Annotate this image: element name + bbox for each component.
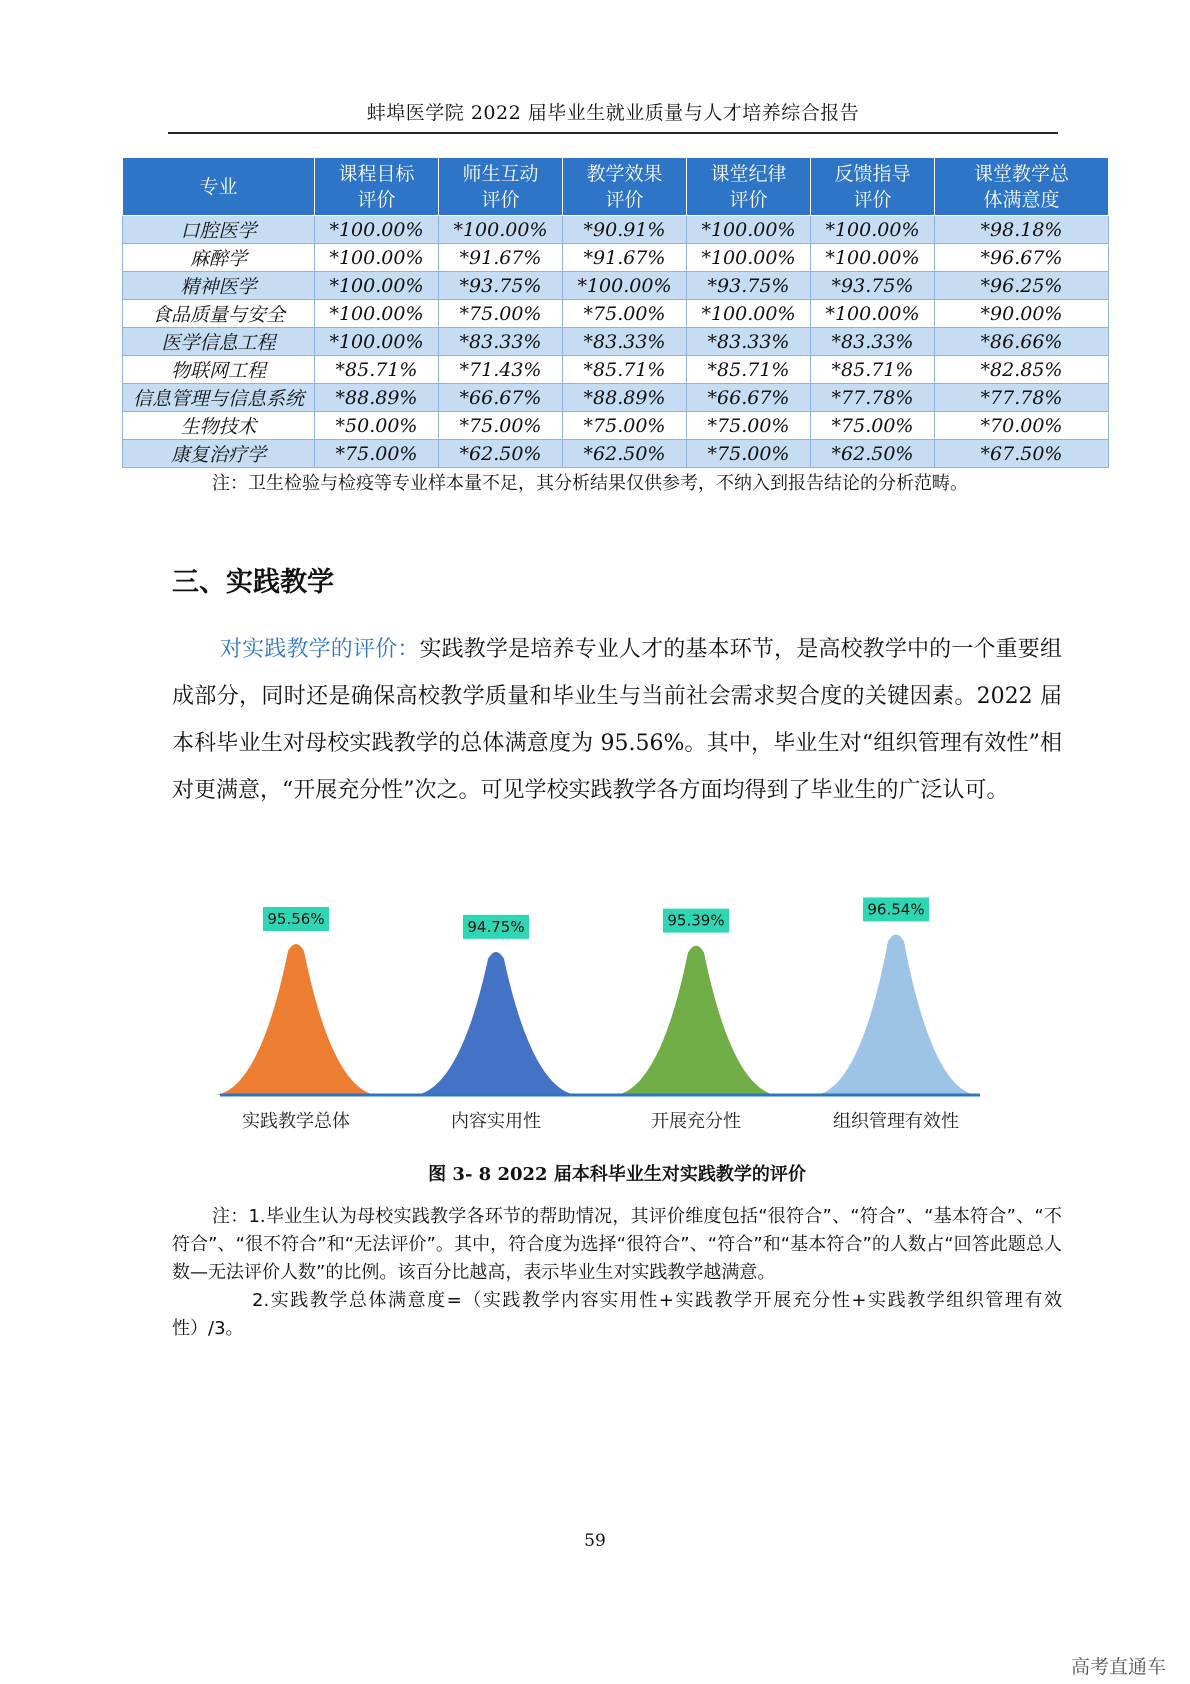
table-cell: *75.00% xyxy=(563,300,687,328)
table-cell: *75.00% xyxy=(439,300,563,328)
table-row xyxy=(123,328,1109,356)
figure-note-1: 注：1.毕业生认为母校实践教学各环节的帮助情况，其评价维度包括“很符合”、“符合”、“基本符合”、“不符合”、“很不符合”和“无法评价”。其中，符合度为选择“很符合”、“符合”和“基本符合”的人数占“回答此题总人数—无法评价人数”的比例。该百分比越高，表示毕业生对实践教学越满意。 xyxy=(172,1206,1062,1283)
table-cell: *66.67% xyxy=(439,384,563,412)
table-cell: *86.66% xyxy=(935,328,1109,356)
table-cell: *75.00% xyxy=(687,440,811,468)
table-cell: *100.00% xyxy=(811,216,935,244)
data-label: 95.39% xyxy=(667,911,725,930)
col-header-overall: 课堂教学总 体满意度 xyxy=(935,158,1109,216)
table-cell: *88.89% xyxy=(563,384,687,412)
cell-major: 口腔医学 xyxy=(123,216,315,244)
cell-major: 生物技术 xyxy=(123,412,315,440)
cell-major: 物联网工程 xyxy=(123,356,315,384)
figure-note-2: 2.实践教学总体满意度=（实践教学内容实用性+实践教学开展充分性+实践教学组织管理有效性）/3。 xyxy=(172,1290,1062,1339)
cell-major: 康复治疗学 xyxy=(123,440,315,468)
table-cell: *75.00% xyxy=(439,412,563,440)
chart-peak xyxy=(416,952,576,1095)
paragraph-body: 实践教学是培养专业人才的基本环节，是高校教学中的一个重要组成部分，同时还是确保高校教学质量和毕业生与当前社会需求契合度的关键因素。2022 届本科毕业生对母校实践教学的总体满意度为 95.56%。其中，毕业生对“组织管理有效性”相对更满意，“开展充分性”次之。可见学校实践教学各方面均得到了毕业生的广泛认可。 xyxy=(172,637,1062,803)
table-cell: *100.00% xyxy=(687,216,811,244)
practice-teaching-chart xyxy=(200,880,1000,1150)
table-cell: *83.33% xyxy=(811,328,935,356)
table-cell: *85.71% xyxy=(315,356,439,384)
table-cell: *100.00% xyxy=(315,328,439,356)
figure-notes xyxy=(172,1203,1062,1343)
col-header-feedback: 反馈指导 评价 xyxy=(811,158,935,216)
table-cell: *93.75% xyxy=(811,272,935,300)
table-cell: *90.91% xyxy=(563,216,687,244)
table-cell: *77.78% xyxy=(811,384,935,412)
table-cell: *75.00% xyxy=(315,440,439,468)
table-cell: *91.67% xyxy=(439,244,563,272)
col-header-discipline: 课堂纪律 评价 xyxy=(687,158,811,216)
table-cell: *82.85% xyxy=(935,356,1109,384)
cell-major: 精神医学 xyxy=(123,272,315,300)
table-cell: *93.75% xyxy=(439,272,563,300)
table-cell: *85.71% xyxy=(563,356,687,384)
table-cell: *88.89% xyxy=(315,384,439,412)
table-row xyxy=(123,216,1109,244)
table-cell: *100.00% xyxy=(811,300,935,328)
chart-peak xyxy=(216,944,376,1095)
figure-caption: 图 3- 8 2022 届本科毕业生对实践教学的评价 xyxy=(428,1164,806,1185)
table-cell: *83.33% xyxy=(687,328,811,356)
table-note: 注：卫生检验与检疫等专业样本量不足，其分析结果仅供参考，不纳入到报告结论的分析范畴。 xyxy=(212,473,968,494)
section-title: 三、实践教学 xyxy=(172,567,334,598)
data-label: 94.75% xyxy=(467,917,525,936)
col-header-major: 专业 xyxy=(123,158,315,216)
table-cell: *100.00% xyxy=(687,300,811,328)
satisfaction-table xyxy=(122,157,1109,468)
table-cell: *62.50% xyxy=(563,440,687,468)
table-cell: *100.00% xyxy=(315,216,439,244)
table-cell: *83.33% xyxy=(439,328,563,356)
page-header: 蚌埠医学院 2022 届毕业生就业质量与人才培养综合报告 xyxy=(366,102,860,124)
table-row xyxy=(123,356,1109,384)
category-label: 实践教学总体 xyxy=(242,1111,350,1132)
table-row xyxy=(123,384,1109,412)
table-cell: *70.00% xyxy=(935,412,1109,440)
table-cell: *100.00% xyxy=(315,244,439,272)
chart-peak xyxy=(616,946,776,1095)
table-cell: *100.00% xyxy=(811,244,935,272)
table-cell: *50.00% xyxy=(315,412,439,440)
cell-major: 麻醉学 xyxy=(123,244,315,272)
page-number: 59 xyxy=(584,1531,606,1551)
table-cell: *66.67% xyxy=(687,384,811,412)
table-cell: *100.00% xyxy=(315,300,439,328)
table-cell: *100.00% xyxy=(687,244,811,272)
data-label: 95.56% xyxy=(267,909,325,928)
category-label: 组织管理有效性 xyxy=(833,1111,959,1132)
table-cell: *62.50% xyxy=(811,440,935,468)
table-cell: *85.71% xyxy=(687,356,811,384)
table-cell: *100.00% xyxy=(315,272,439,300)
chart-peak xyxy=(816,934,976,1095)
col-header-interaction: 师生互动 评价 xyxy=(439,158,563,216)
cell-major: 医学信息工程 xyxy=(123,328,315,356)
table-cell: *62.50% xyxy=(439,440,563,468)
table-cell: *75.00% xyxy=(687,412,811,440)
header-rule xyxy=(168,132,1058,134)
table-cell: *93.75% xyxy=(687,272,811,300)
table-cell: *100.00% xyxy=(439,216,563,244)
table-cell: *98.18% xyxy=(935,216,1109,244)
table-row xyxy=(123,412,1109,440)
table-cell: *71.43% xyxy=(439,356,563,384)
table-row xyxy=(123,272,1109,300)
table-cell: *75.00% xyxy=(811,412,935,440)
table-cell: *67.50% xyxy=(935,440,1109,468)
table-cell: *75.00% xyxy=(563,412,687,440)
data-label: 96.54% xyxy=(867,900,925,919)
table-cell: *96.25% xyxy=(935,272,1109,300)
cell-major: 食品质量与安全 xyxy=(123,300,315,328)
table-cell: *96.67% xyxy=(935,244,1109,272)
table-header-row xyxy=(123,158,1109,216)
paragraph-lead: 对实践教学的评价： xyxy=(220,637,420,662)
col-header-course-goal: 课程目标 评价 xyxy=(315,158,439,216)
table-row xyxy=(123,244,1109,272)
section-paragraph xyxy=(172,626,1062,814)
table-cell: *85.71% xyxy=(811,356,935,384)
table-cell: *83.33% xyxy=(563,328,687,356)
category-label: 内容实用性 xyxy=(451,1111,541,1132)
table-row xyxy=(123,300,1109,328)
category-label: 开展充分性 xyxy=(651,1111,741,1132)
table-cell: *91.67% xyxy=(563,244,687,272)
table-cell: *90.00% xyxy=(935,300,1109,328)
watermark: 高考直通车 xyxy=(1070,1656,1166,1678)
cell-major: 信息管理与信息系统 xyxy=(123,384,315,412)
table-row xyxy=(123,440,1109,468)
table-cell: *77.78% xyxy=(935,384,1109,412)
col-header-effect: 教学效果 评价 xyxy=(563,158,687,216)
table-cell: *100.00% xyxy=(563,272,687,300)
